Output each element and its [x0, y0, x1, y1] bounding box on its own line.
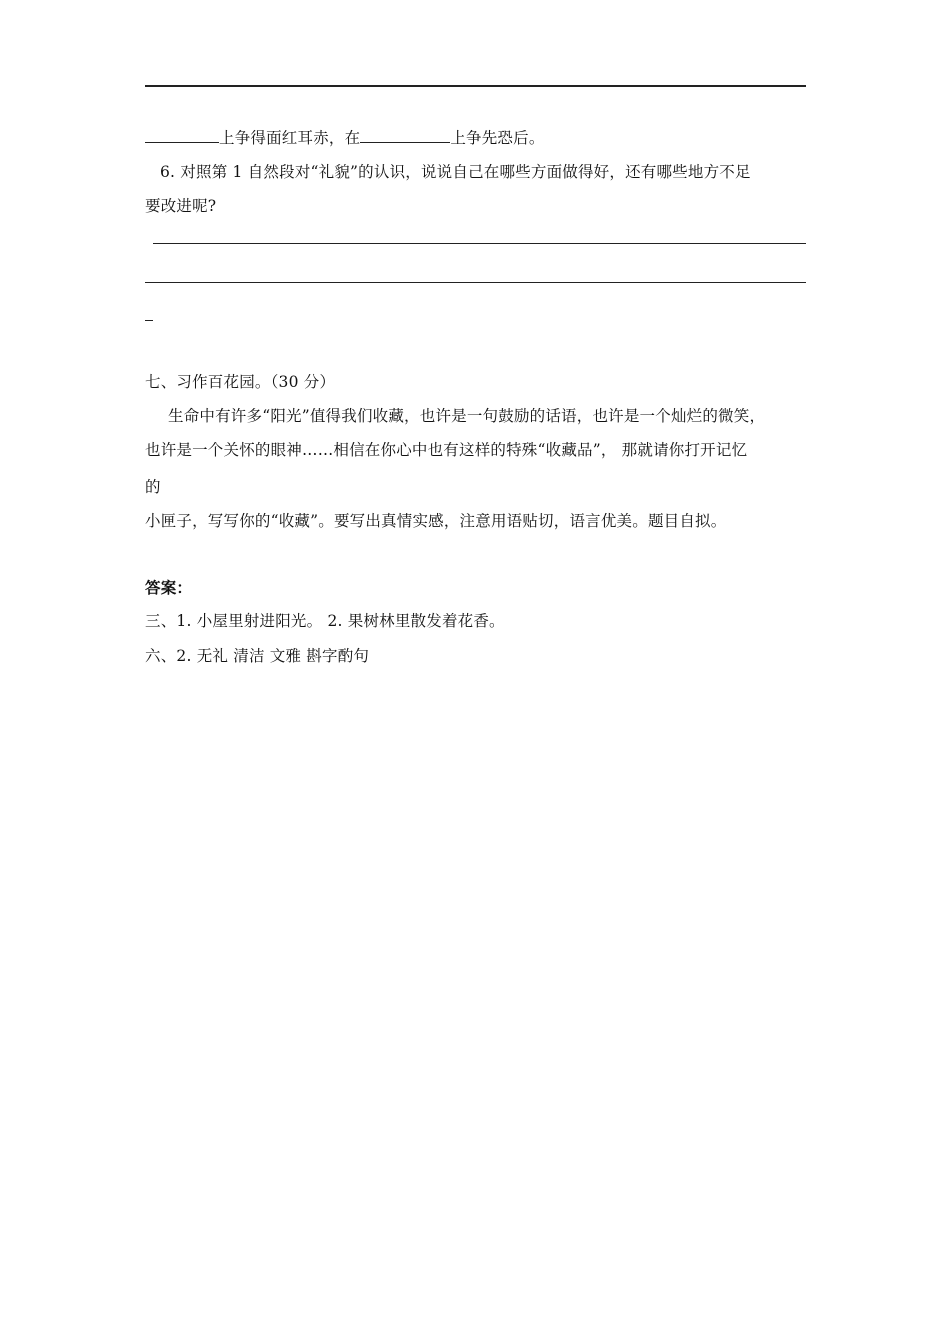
fill-in-part-2: 上争先恐后。 [450, 129, 545, 147]
essay-prompt-line-1: 生命中有许多“阳光”值得我们收藏，也许是一句鼓励的话语，也许是一个灿烂的微笑， [168, 407, 766, 425]
answer-line-3-stub [145, 320, 153, 321]
answer-line-2[interactable] [145, 282, 806, 283]
question-6-line-2: 要改进呢? [145, 197, 217, 215]
question-6-line-1: 6. 对照第 1 自然段对“礼貌”的认识，说说自己在哪些方面做得好，还有哪些地方不足 [160, 163, 751, 181]
answer-line-top [145, 85, 806, 87]
essay-prompt-line-2: 也许是一个关怀的眼神……相信在你心中也有这样的特殊“收藏品”， 那就请你打开记忆 [145, 441, 748, 459]
blank-1[interactable] [145, 126, 219, 143]
section-7-heading: 七、习作百花园。（30 分） [145, 373, 336, 391]
essay-prompt-line-4: 小匣子，写写你的“收藏”。要写出真情实感，注意用语贴切，语言优美。题目自拟。 [145, 512, 727, 530]
answers-line-1: 三、1. 小屋里射进阳光。 2. 果树林里散发着花香。 [145, 612, 505, 630]
answers-heading: 答案： [145, 578, 193, 597]
answers-line-2: 六、2. 无礼 清洁 文雅 斟字酌句 [145, 647, 370, 665]
fill-in-sentence [145, 126, 545, 149]
essay-prompt-line-3: 的 [145, 478, 161, 496]
answer-line-1[interactable] [153, 243, 806, 244]
fill-in-part-1: 上争得面红耳赤，在 [219, 129, 361, 147]
blank-2[interactable] [360, 126, 450, 143]
